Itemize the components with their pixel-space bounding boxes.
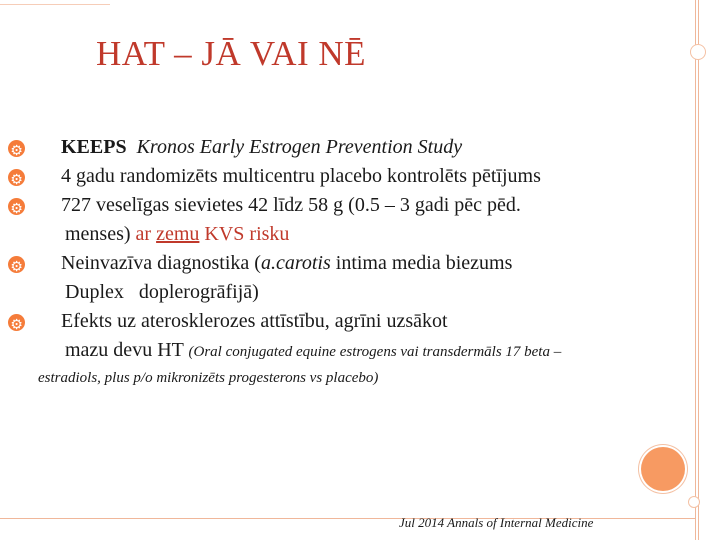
- bullet-list: [8, 133, 688, 389]
- bullet-icon: [8, 314, 25, 331]
- bullet-item-participants: [8, 191, 688, 220]
- bullet-item-effect: [8, 307, 688, 336]
- frame-right-line-inner: [698, 0, 699, 540]
- bullet-icon: [8, 198, 25, 215]
- decorative-circle-orange: [641, 447, 685, 491]
- study-name: Kronos Early Estrogen Prevention Study: [136, 136, 463, 158]
- low-risk-emphasis: zemu: [156, 223, 200, 245]
- effect-continuation: mazu devu HT (Oral conjugated equine estrogens vai transdermāls 17 beta –: [65, 339, 562, 361]
- keeps-acronym: KEEPS: [61, 136, 127, 158]
- bullet-icon: [8, 140, 25, 157]
- design-text: 4 gadu randomizēts multicentru placebo kontrolēts pētījums: [61, 165, 541, 187]
- participants-text: 727 veselīgas sievietes 42 līdz 58 g (0.5 – 3 gadi pēc pēd.: [61, 194, 521, 216]
- bullet-icon: [8, 256, 25, 273]
- effect-text: Efekts uz aterosklerozes attīstību, agrīni uzsākot: [61, 310, 448, 332]
- diagnostics-continuation: Duplex doplerogrāfijā): [65, 281, 259, 303]
- slide-title: HAT – JĀ VAI NĒ: [96, 34, 367, 73]
- bullet-item-design: [8, 162, 688, 191]
- frame-top-line: [0, 4, 110, 5]
- decorative-circle-bottom: [688, 496, 700, 508]
- frame-right-line: [695, 0, 696, 540]
- bullet-item-diagnostics: ⚙ Neinvazīva diagnostika (a.carotis intima media biezums: [8, 249, 688, 278]
- decorative-circle-top: [690, 44, 706, 60]
- effect-last-line: estradiols, plus p/o mikronizēts progesterons vs placebo): [38, 370, 379, 386]
- bullet-item-keeps: [8, 133, 688, 162]
- source-citation: Jul 2014 Annals of Internal Medicine: [399, 515, 594, 530]
- bullet-icon: [8, 169, 25, 186]
- participants-continuation: menses) ar zemu KVS risku: [65, 223, 290, 245]
